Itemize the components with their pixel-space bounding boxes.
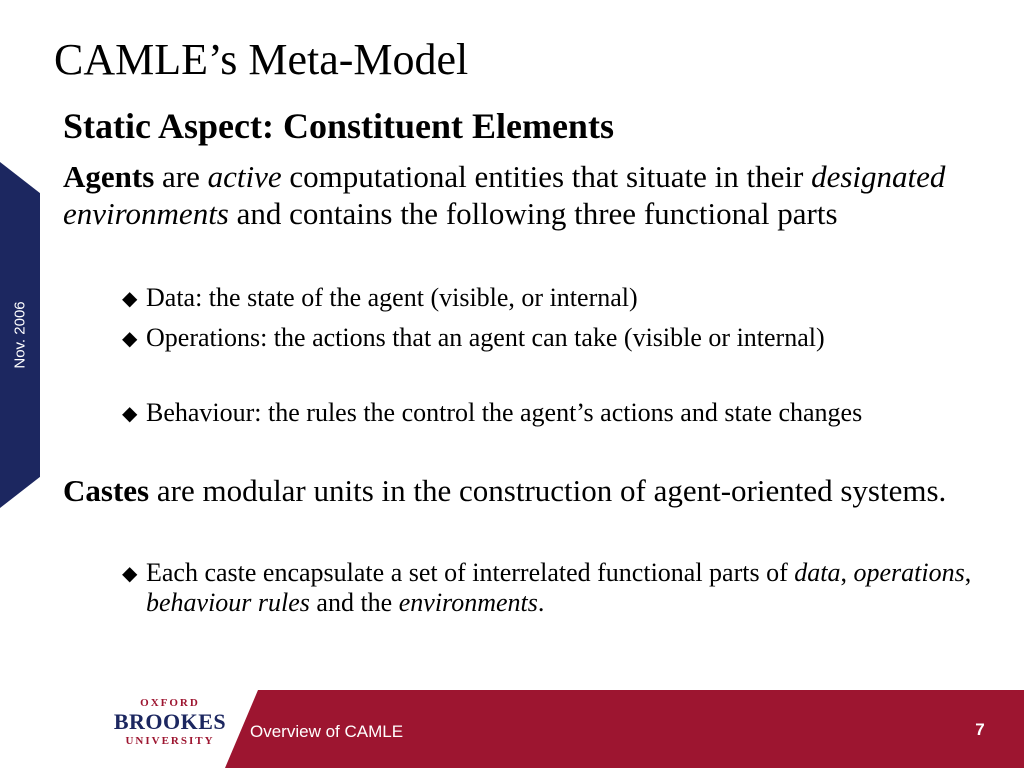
bullet-behaviour xyxy=(120,398,1006,428)
bullet-operations xyxy=(120,323,1006,353)
footer-title: Overview of CAMLE xyxy=(250,722,404,741)
caste-environments: environments xyxy=(398,588,538,617)
diamond-bullet-icon: ◆ xyxy=(122,561,138,585)
bullet-text: Operations: the actions that an agent can take (visible or internal) xyxy=(146,323,825,352)
slide-title: CAMLE’s Meta-Model xyxy=(54,35,469,84)
diamond-bullet-icon: ◆ xyxy=(122,286,138,310)
oxford-brookes-logo xyxy=(112,696,228,756)
logo-line-2: BROOKES xyxy=(113,709,227,734)
agents-active: active xyxy=(207,159,282,194)
logo-line-1: OXFORD xyxy=(140,697,200,709)
castes-text: are modular units in the construction of agent-oriented systems. xyxy=(149,473,947,508)
page-number: 7 xyxy=(975,720,985,739)
agents-text-1: are xyxy=(154,159,208,194)
diamond-bullet-icon: ◆ xyxy=(122,326,138,350)
agents-term: Agents xyxy=(63,159,155,194)
caste-operations: operations xyxy=(853,558,965,587)
caste-comma-2: , xyxy=(964,558,972,587)
bullet-data xyxy=(120,283,1006,313)
bullet-caste xyxy=(120,558,1006,618)
caste-period: . xyxy=(537,588,545,617)
agents-paragraph xyxy=(63,158,1003,232)
castes-term: Castes xyxy=(63,473,150,508)
caste-data: data xyxy=(794,558,841,587)
slide-date: Nov. 2006 xyxy=(11,301,29,369)
bullet-text: Behaviour: the rules the control the agent’s actions and state changes xyxy=(146,398,863,427)
agents-designated: designated environments xyxy=(63,159,946,231)
agents-text-2: computational entities that situate in their xyxy=(281,159,812,194)
caste-behaviour: behaviour rules xyxy=(146,588,310,617)
logo-line-3: UNIVERSITY xyxy=(125,735,215,747)
caste-text-1: Each caste encapsulate a set of interrelated functional parts of xyxy=(146,558,795,587)
diamond-bullet-icon: ◆ xyxy=(122,401,138,425)
caste-text-2: and the xyxy=(309,588,399,617)
caste-comma-1: , xyxy=(840,558,854,587)
agents-text-3: and contains the following three functional parts xyxy=(228,196,838,231)
castes-paragraph xyxy=(63,472,1003,509)
bullet-text: Data: the state of the agent (visible, or internal) xyxy=(146,283,638,312)
slide-subtitle: Static Aspect: Constituent Elements xyxy=(63,106,614,146)
